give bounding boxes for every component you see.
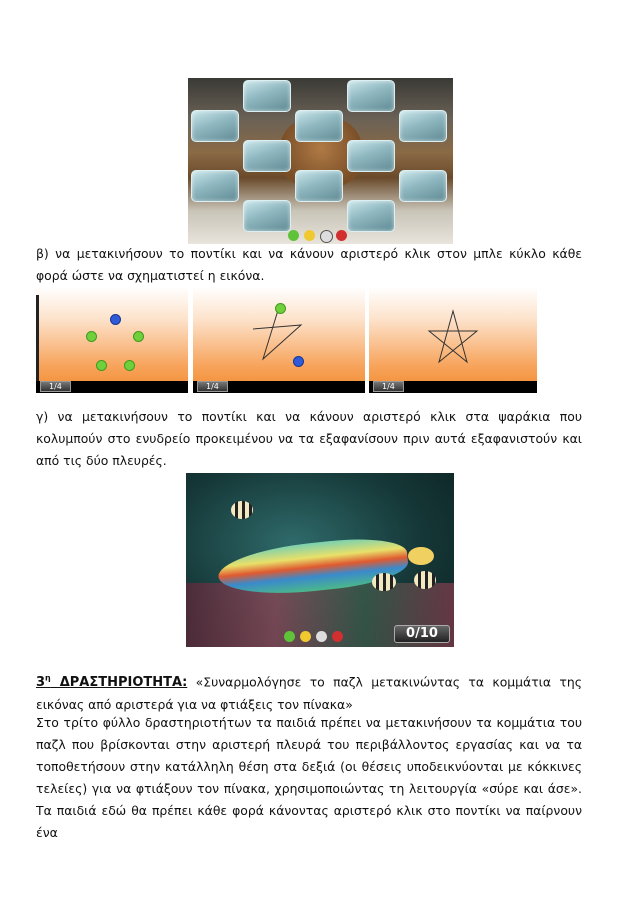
- aquarium-game-image: [186, 473, 454, 647]
- activity-3-block: [36, 668, 582, 716]
- memory-tile[interactable]: [295, 110, 343, 142]
- paragraph-b: β) να μετακινήσουν το ποντίκι και να κάνουν αριστερό κλικ στον μπλε κύκλο κάθε φορά ώστε να σχηματιστεί η εικόνα.: [36, 246, 582, 283]
- back-icon[interactable]: [304, 230, 315, 241]
- star-panel-1: [36, 287, 188, 393]
- close-icon[interactable]: [332, 631, 343, 642]
- blue-dot[interactable]: [110, 314, 121, 325]
- game-toolbar: [284, 631, 354, 643]
- help-icon[interactable]: [284, 631, 295, 642]
- memory-tile[interactable]: [347, 80, 395, 112]
- panel-toolbar: [369, 381, 537, 393]
- memory-tile[interactable]: [399, 110, 447, 142]
- striped-fish[interactable]: [231, 501, 253, 519]
- memory-tile[interactable]: [399, 170, 447, 202]
- memory-tile[interactable]: [347, 140, 395, 172]
- striped-fish[interactable]: [372, 573, 396, 591]
- back-icon[interactable]: [300, 631, 311, 642]
- green-dot[interactable]: [133, 331, 144, 342]
- game-toolbar: [188, 228, 453, 244]
- green-dot[interactable]: [275, 303, 286, 314]
- activity-title: «Συναρμολόγησε το παζλ μετακινώντας τα κομμάτια της εικόνας από αριστερά για να φτιάξεις τον πίνακα»: [36, 674, 582, 713]
- counter-box: 0/10: [394, 625, 450, 643]
- info-icon[interactable]: [320, 230, 333, 243]
- green-dot[interactable]: [124, 360, 135, 371]
- star-shape: [369, 287, 537, 393]
- bear-game-image: [188, 78, 453, 244]
- progress-counter: 1/4: [373, 381, 404, 392]
- paragraph-c: γ) να μετακινήσουν το ποντίκι και να κάνουν αριστερό κλικ στα ψαράκια που κολυμπούν στο ενυδρείο προκειμένου να τα εξαφανίσουν πριν αυτά εξαφανιστούν και από τις δύο πλευρές.: [36, 409, 582, 468]
- panel-toolbar: [36, 381, 188, 393]
- memory-tile[interactable]: [243, 80, 291, 112]
- progress-counter: 1/4: [197, 381, 228, 392]
- close-icon[interactable]: [336, 230, 347, 241]
- info-icon[interactable]: [316, 631, 327, 642]
- star-panel-3: [369, 287, 537, 393]
- activity-3-body: Στο τρίτο φύλλο δραστηριοτήτων τα παιδιά πρέπει να μετακινήσουν τα κομμάτια του παζλ που βρίσκονται στην αριστερή πλευρά του περιβάλλοντος εργασίας και να τα τοποθετήσουν στην κατάλληλη θέση στα δεξιά (οι θέσεις υποδεικνύονται με κόκκινες τελείες) για να φτιάξουν τον πίνακα, χρησιμοποιώντας τη λειτουργία «σύρε και άσε». Τα παιδιά εδώ θα πρέπει κάθε φορά κάνοντας αριστερό κλικ στο ποντίκι να παίρνουν ένα: [36, 715, 582, 840]
- panel-toolbar: [193, 381, 365, 393]
- activity-heading: $3^\eta$ ΔΡΑΣΤΗΡΙΟΤΗΤΑ:: [36, 674, 188, 691]
- yellow-fish[interactable]: [408, 547, 434, 565]
- star-panel-2: [193, 287, 365, 393]
- green-dot[interactable]: [96, 360, 107, 371]
- memory-tile[interactable]: [191, 170, 239, 202]
- blue-dot[interactable]: [293, 356, 304, 367]
- green-dot[interactable]: [86, 331, 97, 342]
- progress-counter: 1/4: [40, 381, 71, 392]
- striped-fish[interactable]: [414, 571, 436, 589]
- memory-tile[interactable]: [243, 140, 291, 172]
- memory-tile[interactable]: [191, 110, 239, 142]
- memory-tile[interactable]: [295, 170, 343, 202]
- help-icon[interactable]: [288, 230, 299, 241]
